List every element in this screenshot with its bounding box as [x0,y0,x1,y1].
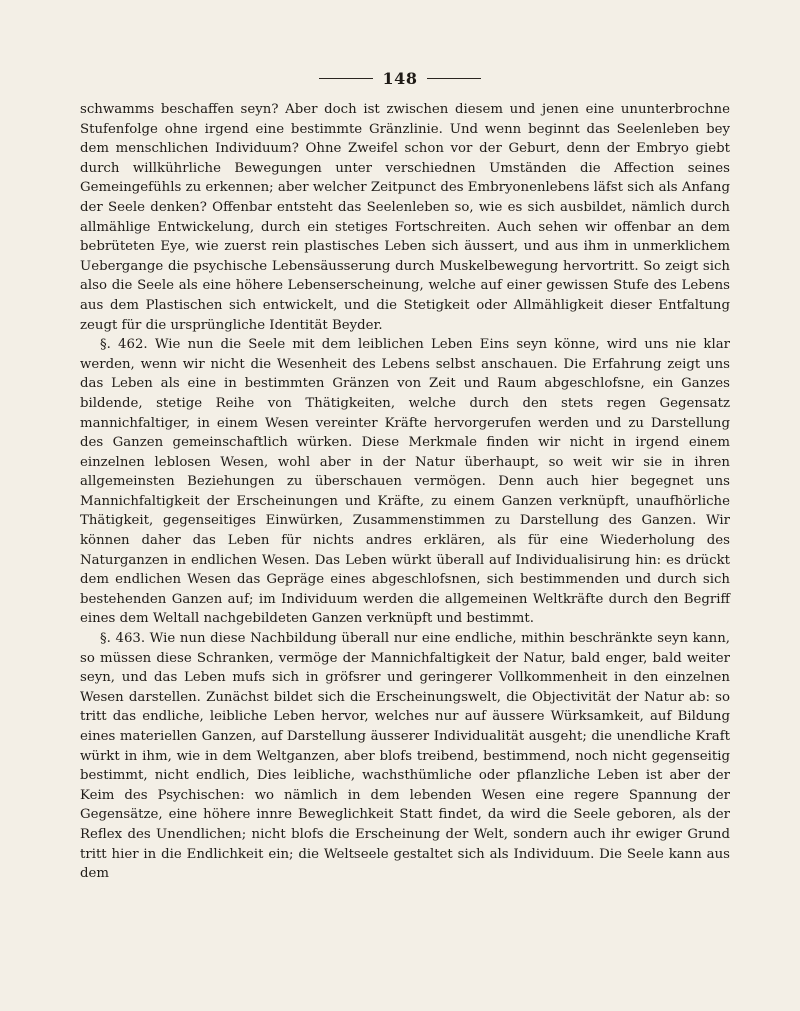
paragraph-section-463: §. 463. Wie nun diese Nachbildung überall nur eine endliche, mithin beschränkte seyn kann, so müssen diese Schranken, vermöge der Mannichfaltigkeit der Natur, bald enger, bald weiter seyn, und das Leben mufs sich in gröfsrer und geringerer Vollkommenheit in den einzelnen Wesen darstellen. Zunächst bildet sich die Erscheinungswelt, die Objectivität der Natur ab: so tritt das endliche, leibliche Leben hervor, welches nur auf äussere Würksamkeit, auf Bildung eines materiellen Ganzen, auf Darstellung äusserer Individualität ausgeht; die unendliche Kraft würkt in ihm, wie in dem Weltganzen, aber blofs treibend, bestimmend, noch nicht gegenseitig bestimmt, nicht endlich, Dies leibliche, wachsthümliche oder pflanzliche Leben ist aber der Keim des Psychischen: wo nämlich in dem lebenden Wesen eine regere Spannung der Gegensätze, eine höhere innre Beweglichkeit Statt findet, da wird die Seele geboren, als der Reflex des Unendlichen; nicht blofs die Erscheinung der Welt, sondern auch ihr ewiger Grund tritt hier in die Endlichkeit ein; die Weltseele gestaltet sich als Individuum. Die Seele kann aus dem [80,631,730,882]
page-number: 148 [382,68,418,88]
body-text [80,100,730,884]
paragraph-continuation: schwamms beschaffen seyn? Aber doch ist zwischen diesem und jenen eine ununterbrochne Stufenfolge ohne irgend eine bestimmte Gränzlinie. Und wenn beginnt das Seelenleben bey dem menschlichen Individuum? Ohne Zweifel schon vor der Geburt, denn der Embryo giebt durch willkührliche Bewegungen unter verschiednen Umständen die Affection seines Gemeingefühls zu erkennen; aber welcher Zeitpunct des Embryonenlebens läfst sich als Anfang der Seele denken? Offenbar entsteht das Seelenleben so, wie es sich ausbildet, nämlich durch allmählige Entwickelung, durch ein stetiges Fortschreiten. Auch sehen wir offenbar an dem bebrüteten Eye, wie zuerst rein plastisches Leben sich äussert, und aus ihm in unmerklichem Uebergange die psychische Lebensäusserung durch Muskelbewegung hervortritt. So zeigt sich also die Seele als eine höhere Lebenserscheinung, welche auf einer gewissen Stufe des Lebens aus dem Plastischen sich entwickelt, und die Stetigkeit oder Allmähligkeit dieser Entfaltung zeugt für die ursprüngliche Identität Beyder. [80,102,730,333]
paragraph-section-462: §. 462. Wie nun die Seele mit dem leiblichen Leben Eins seyn könne, wird uns nie klar werden, wenn wir nicht die Wesenheit des Lebens selbst anschauen. Die Erfahrung zeigt uns das Leben als eine in bestimmten Gränzen von Zeit und Raum abgeschlofsne, ein Ganzes bildende, stetige Reihe von Thätigkeiten, welche durch den stets regen Gegensatz mannichfaltiger, in einem Wesen vereinter Kräfte hervorgerufen werden und zu Darstellung des Ganzen gemeinschaftlich würken. Diese Merkmale finden wir nicht in irgend einem einzelnen leblosen Wesen, wohl aber in der Natur überhaupt, so weit wir sie in ihren allgemeinsten Beziehungen zu überschauen vermögen. Denn auch hier begegnet uns Mannichfaltigkeit der Erscheinungen und Kräfte, zu einem Ganzen verknüpft, unaufhörliche Thätigkeit, gegenseitiges Einwürken, Zusammenstimmen zu Darstellung des Ganzen. Wir können daher das Leben für nichts andres erklären, als für eine Wiederholung des Naturganzen in endlichen Wesen. Das Leben würkt überall auf Individualisirung hin: es drückt dem endlichen Wesen das Gepräge eines abgeschlofsnen, sich bestimmenden und durch sich bestehenden Ganzen auf; im Individuum werden die allgemeinen Weltkräfte durch den Begriff eines dem Weltall nachgebildeten Ganzen verknüpft und bestimmt. [80,337,730,627]
header-rule-left [319,78,373,79]
page-header [0,66,800,90]
header-rule-right [427,78,481,79]
